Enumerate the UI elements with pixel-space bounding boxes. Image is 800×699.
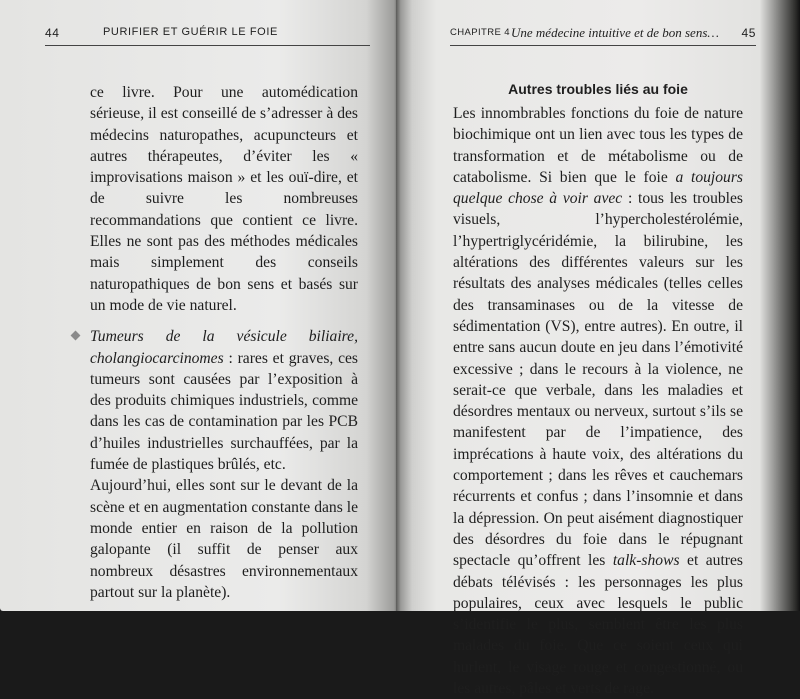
right-text-a: Les innombrables fonctions du foie de nature biochimique ont un lien avec tous les types de transformation et de métabolisme ou de catabolisme. Si bien que le foie (453, 105, 743, 186)
bullet-item-tumeurs (90, 326, 358, 475)
right-text-emphasis-1: a toujours quelque chose à voir avec (453, 168, 743, 208)
left-page-number: 44 (45, 26, 60, 40)
left-running-head (45, 26, 370, 46)
chapter-title: Une médecine intuitive et de bon sens… (511, 25, 719, 40)
section-heading: Autres troubles liés au foie (508, 81, 688, 97)
bullet-paragraph (90, 326, 358, 475)
bullet-text: : rares et graves, ces tumeurs sont causées par l’exposition à des produits chimiques industriels, comme dans les cas de contamination par les PCB d’huiles industrielles surchauffées, par la fumée de plastiques brûlés, etc. (90, 349, 358, 474)
right-text-c: et autres débats télévisés : les personnages les plus populaires, ceux avec lesquels le public s’identifie le plus, semblent être les plus malades du foie. Que ce soient ceux qui hurlent, le visage rouge et congestionné, ou les autres, pâles et verts de rage. (453, 552, 743, 698)
right-body-text (453, 103, 743, 699)
left-paragraph-2: Aujourd’hui, elles sont sur le devant de la scène et en augmentation constante dans le monde entier en raison de la pollution galopante (il suffit de penser aux nombreux désastres environnementaux partout sur la planète). (90, 477, 358, 601)
chapter-label: CHAPITRE 4 (450, 27, 510, 38)
left-body-text (90, 82, 358, 603)
bullet-term: Tumeurs de la vésicule biliaire, cholangiocarcinomes (90, 328, 358, 367)
left-paragraph-1: ce livre. Pour une automédication sérieuse, il est conseillé de s’adresser à des médecins naturopathes, acupuncteurs et autres thérapeutes, d’éviter les « improvisations maison » et les ouï-dire, et de suivre les nombreuses recommandations que contient ce livre. Elles ne sont pas des méthodes médicales mais simplement des conseils naturopathiques de bon sens et basés sur un mode de vie naturel. (90, 84, 358, 314)
right-paragraph (453, 103, 743, 699)
right-running-head (450, 26, 756, 46)
right-text-b: : tous les troubles visuels, l’hypercholestérolémie, l’hypertriglycéridémie, la bilirubine, les altérations des différentes valeurs sur les résultats des analyses médicales (telles celles des transaminases ou de la vitesse de sédimentation (VS), entre autres). En outre, il entre sans aucun doute en jeu dans l’émotivité excessive ; dans le recours à la violence, ne serait-ce que verbale, dans les maladies et désordres mentaux ou nerveux, surtout s’ils se manifestent par de l’impatience, des imprécations à haute voix, des altérations du comportement ; dans les rêves et cauchemars récurrents et confus ; dans l’insomnie et dans la dépression. On peut aisément diagnostiquer des désordres du foie dans le répugnant spectacle qu’offrent les (453, 190, 744, 570)
left-running-title: PURIFIER ET GUÉRIR LE FOIE (103, 26, 278, 38)
right-page-number: 45 (741, 26, 756, 40)
right-text-emphasis-2: talk-shows (612, 552, 680, 570)
